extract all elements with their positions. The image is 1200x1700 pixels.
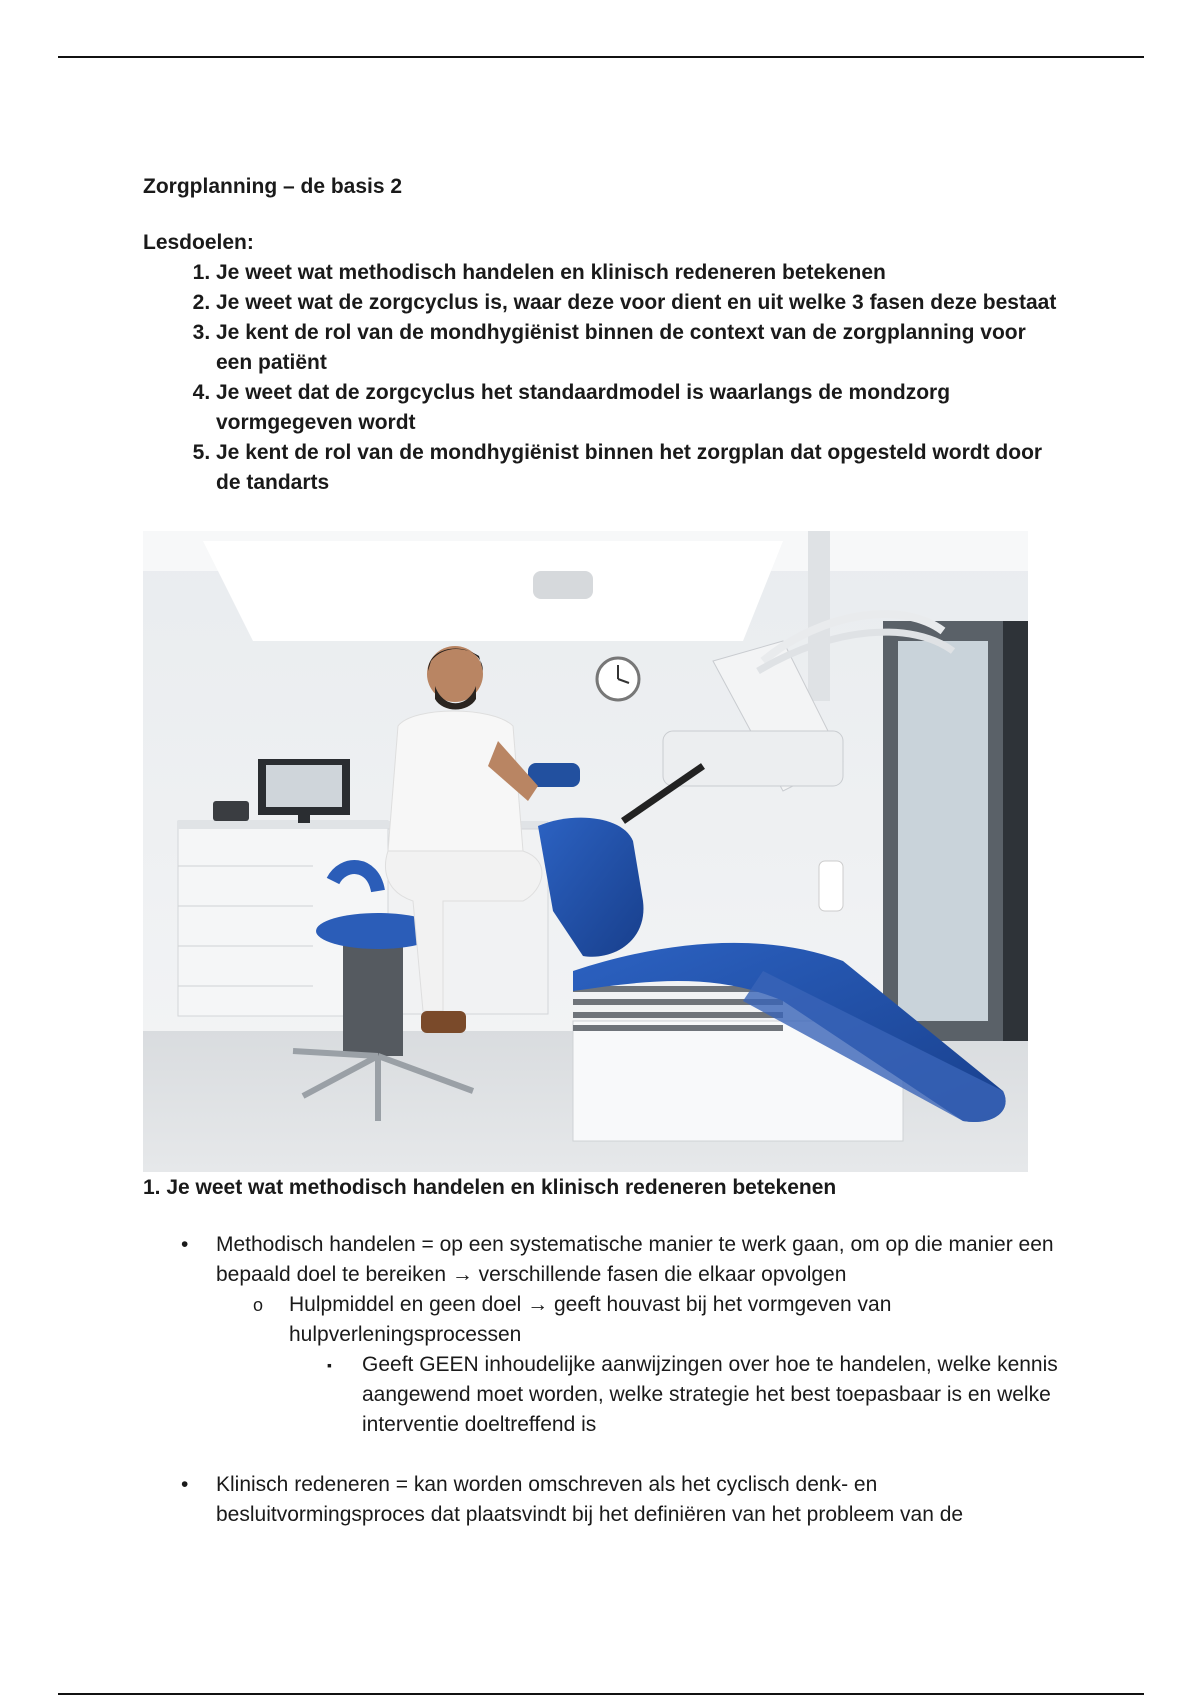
goal-item: 4. Je weet dat de zorgcyclus het standaardmodel is waarlangs de mondzorg vormgegeven wordt: [216, 378, 1063, 438]
list-item: [143, 1350, 1083, 1440]
goal-item: 2. Je weet wat de zorgcyclus is, waar deze voor dient en uit welke 3 fasen deze bestaat: [216, 288, 1063, 318]
bullet-text: Geeft GEEN inhoudelijke aanwijzingen over hoe te handelen, welke kennis aangewend moet worden, welke strategie het best toepasbaar is en welke interventie doeltreffend is: [362, 1353, 1058, 1436]
bullet-marker: •: [181, 1233, 189, 1256]
bullet-marker: o: [253, 1295, 264, 1315]
list-item: [143, 1230, 1083, 1290]
bottom-rule: [58, 1693, 1144, 1695]
bullet-list: [143, 1230, 1083, 1530]
goals-heading: Lesdoelen:: [143, 231, 254, 254]
bullet-text: Klinisch redeneren = kan worden omschreven als het cyclisch denk- en besluitvormingsproces dat plaatsvindt bij het definiëren van het probleem van de: [216, 1473, 964, 1526]
spacer: [143, 1440, 1083, 1470]
bullet-marker: •: [181, 1473, 189, 1496]
bullet-text: Methodisch handelen = op een systematische manier te werk gaan, om op die manier een bepaald doel te bereiken → verschillende fasen die elkaar opvolgen: [216, 1233, 1054, 1286]
document-body: [143, 174, 1063, 498]
page-title: Zorgplanning – de basis 2: [143, 175, 403, 198]
goal-item: 3. Je kent de rol van de mondhygiënist binnen de context van de zorgplanning voor een patiënt: [216, 318, 1063, 378]
top-rule: [58, 56, 1144, 58]
list-item: [143, 1470, 1083, 1530]
list-item: [143, 1290, 1083, 1350]
goals-list: [143, 258, 1063, 498]
goal-item: 5. Je kent de rol van de mondhygiënist binnen het zorgplan dat opgesteld wordt door de tandarts: [216, 438, 1063, 498]
bullet-marker: ▪: [327, 1357, 332, 1373]
dental-practice-photo: [143, 531, 1028, 1172]
section-heading: 1. Je weet wat methodisch handelen en klinisch redeneren betekenen: [143, 1176, 837, 1199]
bullet-text: Hulpmiddel en geen doel → geeft houvast bij het vormgeven van hulpverleningsprocessen: [289, 1293, 892, 1346]
goal-item: 1. Je weet wat methodisch handelen en klinisch redeneren betekenen: [216, 258, 1063, 288]
